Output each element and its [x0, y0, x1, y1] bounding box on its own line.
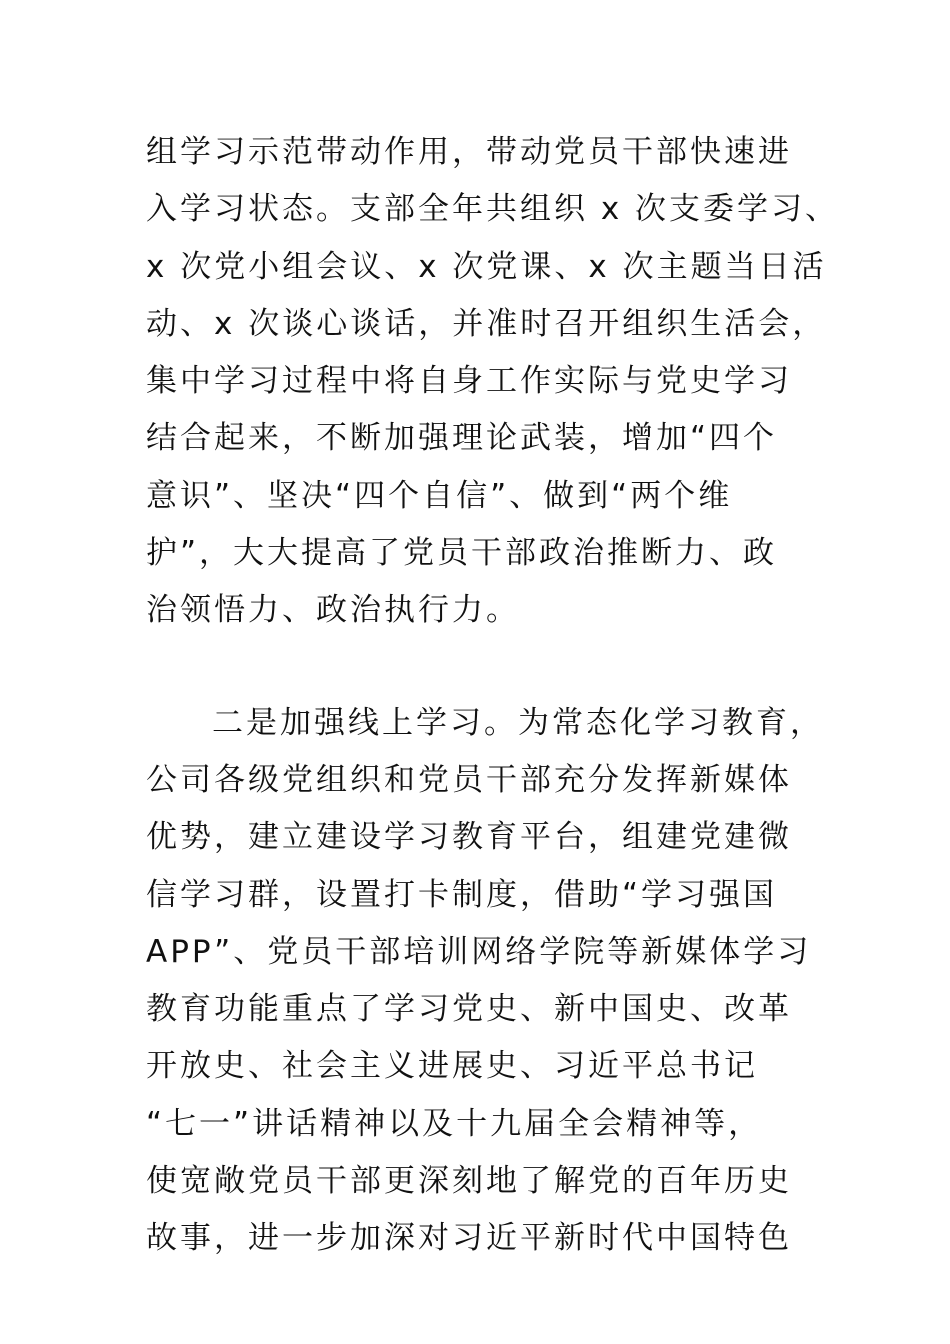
text-line: 动、x 次谈心谈话，并准时召开组织生活会， — [146, 305, 827, 342]
text-line: APP”、党员干部培训网络学院等新媒体学习 — [146, 933, 812, 970]
text-line: 故事，进一步加深对习近平新时代中国特色 — [146, 1220, 792, 1257]
body-text — [146, 124, 840, 1268]
paragraph-1 — [146, 124, 840, 640]
text-line: x 次党小组会议、x 次党课、x 次主题当日活 — [146, 248, 827, 285]
paragraph-2 — [146, 695, 824, 1268]
text-line: 组学习示范带动作用，带动党员干部快速进 — [146, 134, 792, 170]
text-line: 教育功能重点了学习党史、新中国史、改革 — [146, 991, 792, 1028]
text-line: 集中学习过程中将自身工作实际与党史学习 — [146, 363, 792, 400]
text-line: 结合起来，不断加强理论武装，增加“四个 — [146, 420, 778, 457]
text-line: 二是加强线上学习。为常态化学习教育， — [212, 704, 824, 741]
text-line: 使宽敞党员干部更深刻地了解党的百年历史 — [146, 1163, 792, 1200]
text-line: 护”，大大提高了党员干部政治推断力、政 — [146, 535, 778, 572]
text-line: 意识”、坚决“四个自信”、做到“两个维 — [146, 477, 733, 514]
text-line: 公司各级党组织和党员干部充分发挥新媒体 — [146, 761, 792, 798]
text-line: 信学习群，设置打卡制度，借助“学习强国 — [146, 876, 778, 913]
paragraph-spacer — [146, 640, 816, 695]
text-line: 优势，建立建设学习教育平台，组建党建微 — [146, 819, 792, 856]
text-line: 入学习状态。支部全年共组织 x 次支委学习、 — [146, 191, 840, 228]
text-line: 开放史、社会主义进展史、习近平总书记 — [146, 1048, 758, 1085]
text-line: “七一”讲话精神以及十九届全会精神等， — [146, 1105, 763, 1142]
text-line: 治领悟力、政治执行力。 — [146, 592, 520, 629]
